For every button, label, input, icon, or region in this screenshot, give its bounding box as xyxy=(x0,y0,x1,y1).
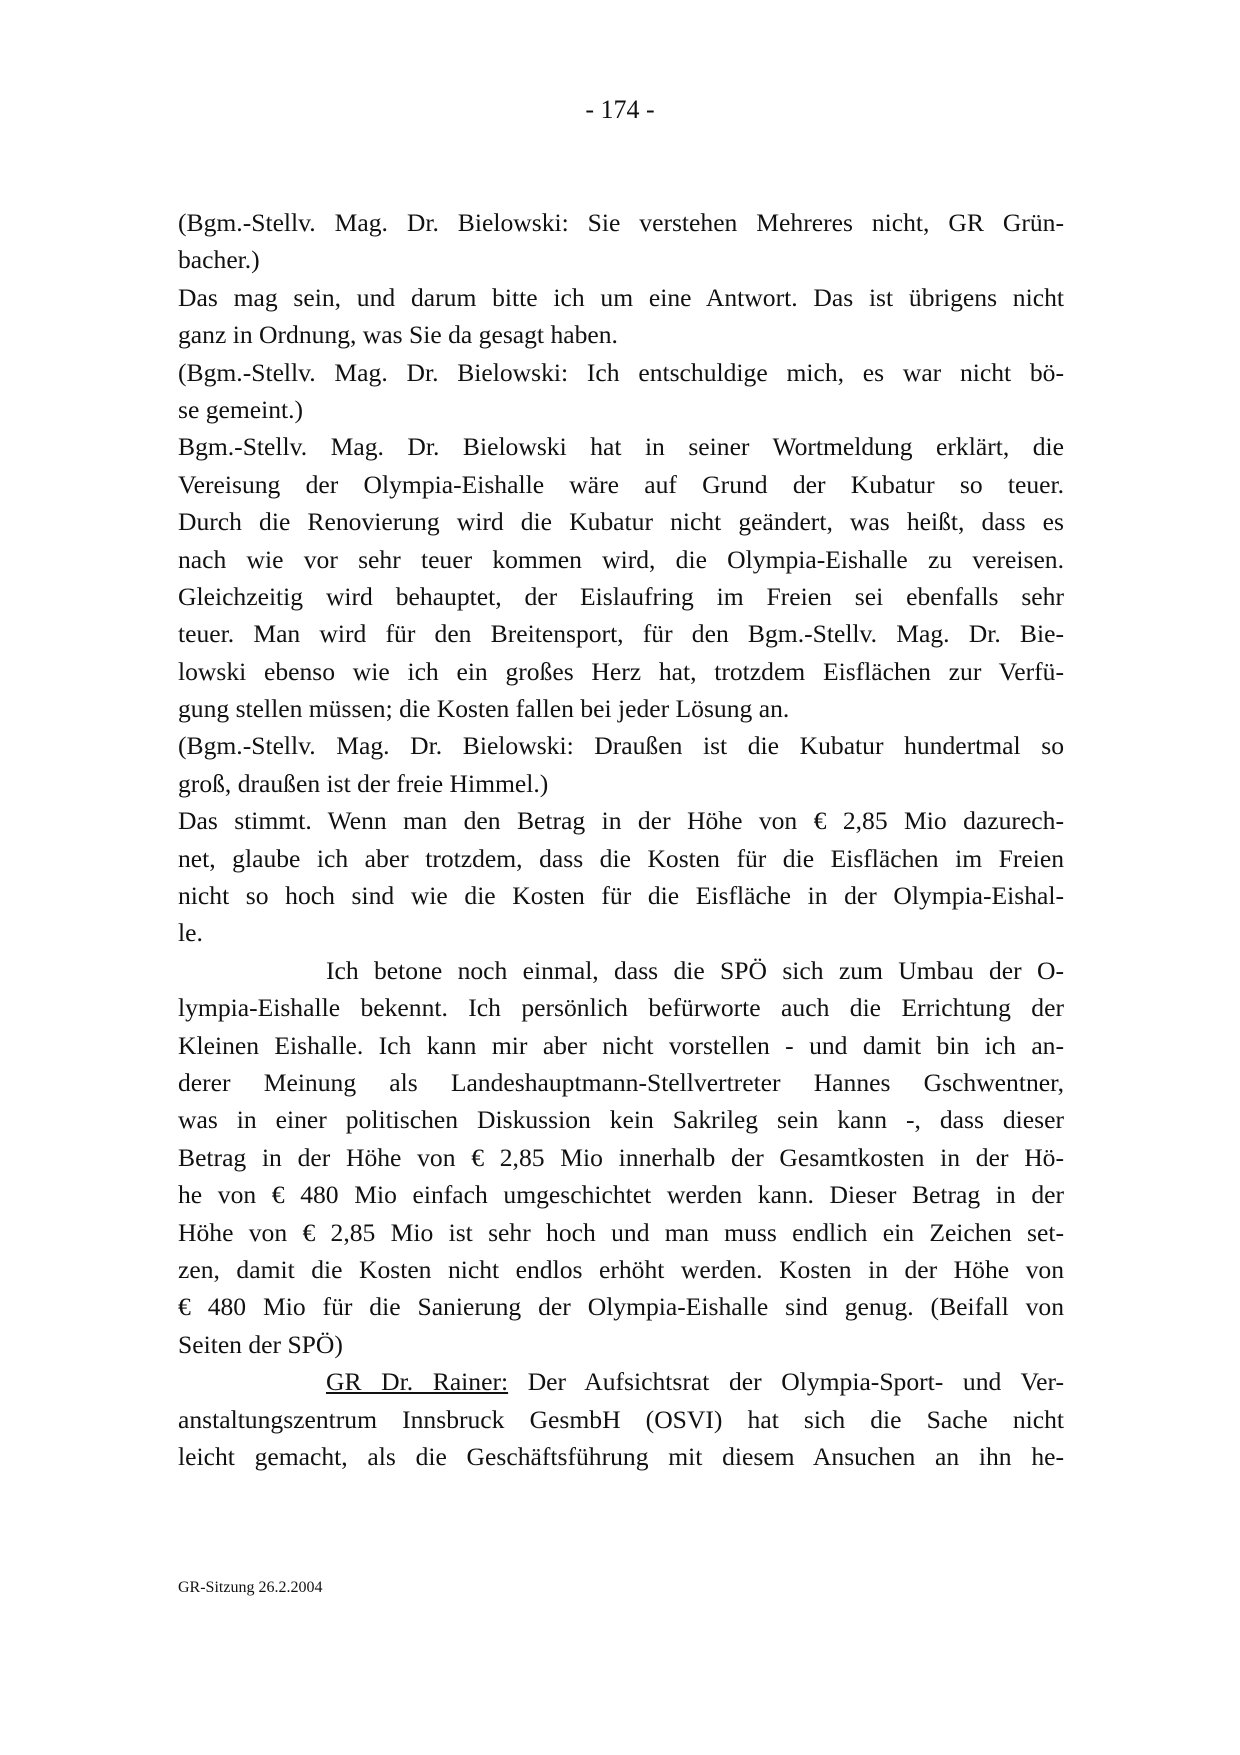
text-line: net, glaube ich aber trotzdem, dass die Kosten für die Eisflächen im Freien xyxy=(178,843,1064,873)
text-line: € 480 Mio für die Sanierung der Olympia-Eishalle sind genug. (Beifall von xyxy=(178,1292,1064,1322)
text-line: he von € 480 Mio einfach umgeschichtet werden kann. Dieser Betrag in der xyxy=(178,1180,1064,1210)
text-line: nach wie vor sehr teuer kommen wird, die Olympia-Eishalle zu vereisen. xyxy=(178,544,1064,574)
page-number: - 174 - xyxy=(585,95,655,124)
text-line: was in einer politischen Diskussion kein Sakrileg sein kann -, dass dieser xyxy=(178,1105,1064,1135)
text-line: Kleinen Eishalle. Ich kann mir aber nicht vorstellen - und damit bin ich an- xyxy=(178,1030,1064,1060)
speaker-line-text: Der Aufsichtsrat der Olympia-Sport- und Ver- xyxy=(508,1367,1064,1397)
body-text xyxy=(178,204,1064,1475)
text-line: teuer. Man wird für den Breitensport, für den Bgm.-Stellv. Mag. Dr. Bie- xyxy=(178,619,1064,649)
text-line: Höhe von € 2,85 Mio ist sehr hoch und man muss endlich ein Zeichen set- xyxy=(178,1217,1064,1247)
text-line: Das mag sein, und darum bitte ich um eine Antwort. Das ist übrigens nicht xyxy=(178,282,1064,312)
text-line: Bgm.-Stellv. Mag. Dr. Bielowski hat in seiner Wortmeldung erklärt, die xyxy=(178,432,1064,462)
text-line: derer Meinung als Landeshauptmann-Stellvertreter Hannes Gschwentner, xyxy=(178,1067,1064,1097)
text-line: groß, draußen ist der freie Himmel.) xyxy=(178,768,549,798)
text-line: Gleichzeitig wird behauptet, der Eislaufring im Freien sei ebenfalls sehr xyxy=(178,581,1064,611)
text-line: (Bgm.-Stellv. Mag. Dr. Bielowski: Ich entschuldige mich, es war nicht bö- xyxy=(178,357,1064,387)
text-line: Durch die Renovierung wird die Kubatur nicht geändert, was heißt, dass es xyxy=(178,507,1064,537)
text-line: bacher.) xyxy=(178,245,260,275)
text-line: (Bgm.-Stellv. Mag. Dr. Bielowski: Draußen ist die Kubatur hundertmal so xyxy=(178,731,1064,761)
text-line: se gemeint.) xyxy=(178,394,304,424)
text-line: leicht gemacht, als die Geschäftsführung mit diesem Ansuchen an ihn he- xyxy=(178,1441,1064,1471)
text-line: ganz in Ordnung, was Sie da gesagt haben. xyxy=(178,320,618,350)
text-line: zen, damit die Kosten nicht endlos erhöht werden. Kosten in der Höhe von xyxy=(178,1254,1064,1284)
speaker-line xyxy=(178,1363,1064,1400)
text-line: Betrag in der Höhe von € 2,85 Mio innerhalb der Gesamtkosten in der Hö- xyxy=(178,1142,1064,1172)
text-line: lympia-Eishalle bekennt. Ich persönlich befürworte auch die Errichtung der xyxy=(178,993,1064,1023)
text-line: Das stimmt. Wenn man den Betrag in der Höhe von € 2,85 Mio dazurech- xyxy=(178,806,1064,836)
text-line: (Bgm.-Stellv. Mag. Dr. Bielowski: Sie verstehen Mehreres nicht, GR Grün- xyxy=(178,208,1064,237)
text-line: Vereisung der Olympia-Eishalle wäre auf Grund der Kubatur so teuer. xyxy=(178,469,1064,499)
text-line: anstaltungszentrum Innsbruck GesmbH (OSVI) hat sich die Sache nicht xyxy=(178,1404,1064,1434)
text-line: le. xyxy=(178,918,203,948)
text-line: lowski ebenso wie ich ein großes Herz hat, trotzdem Eisflächen zur Verfü- xyxy=(178,656,1064,686)
text-line: nicht so hoch sind wie die Kosten für die Eisfläche in der Olympia-Eishal- xyxy=(178,881,1064,911)
text-line: Seiten der SPÖ) xyxy=(178,1329,343,1359)
speaker-name: GR Dr. Rainer: xyxy=(326,1367,509,1397)
text-line: gung stellen müssen; die Kosten fallen bei jeder Lösung an. xyxy=(178,694,790,724)
text-line: Ich betone noch einmal, dass die SPÖ sich zum Umbau der O- xyxy=(326,955,1064,985)
footer: GR-Sitzung 26.2.2004 xyxy=(178,1579,323,1596)
